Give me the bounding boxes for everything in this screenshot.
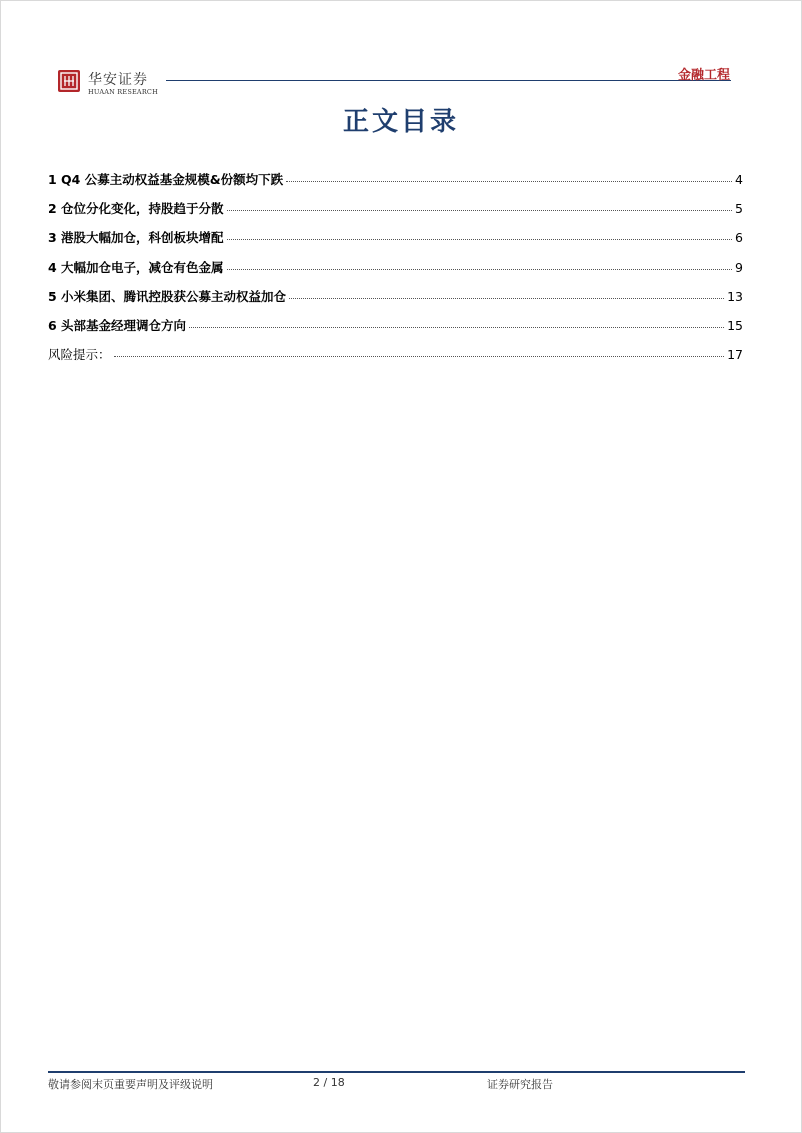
toc-leader-dots	[289, 298, 724, 299]
toc-entry-page: 5	[735, 201, 743, 217]
toc-entry-6[interactable]	[48, 316, 743, 345]
toc-entry-page: 17	[727, 347, 743, 363]
toc-entry-text: 4 大幅加仓电子，减仓有色金属	[48, 259, 224, 275]
logo-subtext: HUAAN RESEARCH	[88, 88, 158, 96]
page-header	[58, 64, 730, 104]
header-divider	[166, 80, 731, 81]
footer-divider	[48, 1071, 745, 1073]
toc-leader-dots	[227, 269, 732, 270]
report-type: 证券研究报告	[487, 1078, 553, 1091]
toc-entry-page: 6	[735, 230, 743, 246]
toc-entry-4[interactable]	[48, 258, 743, 287]
toc-entry-3[interactable]	[48, 228, 743, 257]
toc-entry-text: 5 小米集团、腾讯控股获公募主动权益加仓	[48, 288, 287, 304]
toc-entry-page: 13	[727, 288, 743, 304]
section-label: 金融工程	[677, 68, 730, 83]
toc-entry-text: 3 港股大幅加仓，科创板块增配	[48, 230, 224, 246]
toc-entry-page: 4	[735, 172, 743, 187]
toc-title: 正文目录	[342, 107, 459, 137]
toc-entry-1[interactable]	[48, 170, 743, 199]
toc-entry-risk[interactable]	[48, 345, 743, 374]
toc-entry-page: 9	[735, 259, 743, 275]
toc-entry-5[interactable]	[48, 287, 743, 316]
table-of-contents	[48, 170, 743, 374]
toc-leader-dots	[114, 356, 725, 357]
page-number: 2 / 18	[313, 1076, 345, 1089]
logo-seal-icon	[58, 70, 80, 92]
toc-leader-dots	[227, 239, 732, 240]
toc-entry-page: 15	[727, 317, 743, 333]
toc-leader-dots	[286, 181, 732, 182]
footer-disclaimer: 敬请参阅末页重要声明及评级说明	[48, 1078, 213, 1091]
toc-entry-text: 风险提示：	[48, 347, 111, 363]
toc-entry-text: 1 Q4 公募主动权益基金规模&份额均下跌	[48, 172, 284, 187]
toc-leader-dots	[227, 210, 732, 211]
logo-text: 华安证券	[88, 72, 148, 88]
toc-leader-dots	[189, 327, 724, 328]
toc-entry-text: 6 头部基金经理调仓方向	[48, 317, 187, 333]
toc-entry-2[interactable]	[48, 199, 743, 228]
toc-entry-text: 2 仓位分化变化，持股趋于分散	[48, 201, 224, 217]
